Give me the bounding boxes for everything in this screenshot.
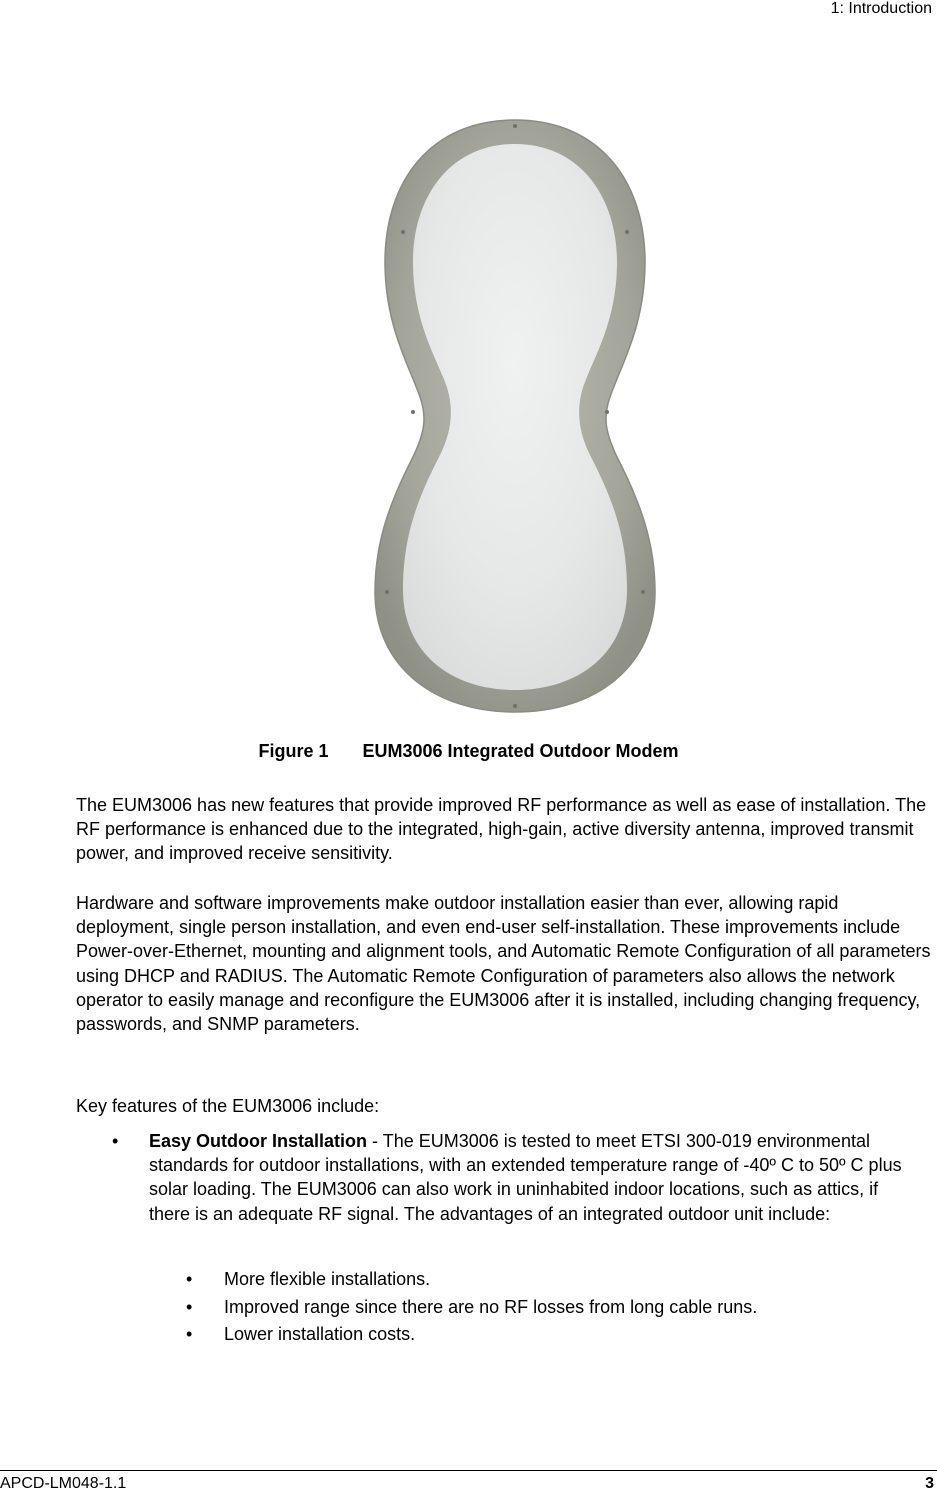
modem-figure [355, 112, 675, 718]
feature-text [149, 1129, 909, 1226]
feature-title: Easy Outdoor Installation [149, 1131, 368, 1151]
list-item [186, 1266, 886, 1294]
bullet-icon: • [186, 1296, 193, 1317]
advantages-list [186, 1266, 886, 1349]
document-id: APCD-LM048-1.1 [0, 1475, 127, 1492]
list-item-text: Lower installation costs. [224, 1324, 416, 1344]
list-item [186, 1294, 886, 1322]
bullet-icon: • [112, 1131, 119, 1151]
list-item-text: Improved range since there are no RF losses from long cable runs. [224, 1296, 758, 1317]
footer-divider [0, 1470, 937, 1471]
figure-title: EUM3006 Integrated Outdoor Modem [362, 741, 679, 761]
body-paragraph: The EUM3006 has new features that provide improved RF performance as well as ease of installation. The RF performance is enhanced due to the integrated, high-gain, active diversity antenna, improved transmit power, and improved receive sensitivity. [76, 795, 927, 864]
list-item [186, 1321, 886, 1349]
feature-description: - The EUM3006 is tested to meet ETSI 300-019 environmental standards for outdoor installations, with an extended temperature range of -40º C to 50º C plus solar loading. The EUM3006 can also work in uninhabited indoor locations, such as attics, if there is an adequate RF signal. The advantages of an integrated outdoor unit include: [149, 1131, 902, 1224]
list-item-text: More flexible installations. [224, 1269, 431, 1289]
bullet-icon: • [186, 1269, 193, 1289]
figure-caption [0, 740, 937, 762]
figure-number: Figure 1 [258, 741, 329, 761]
outdoor-modem-photo [355, 112, 675, 718]
running-header: 1: Introduction [830, 0, 932, 17]
body-paragraph: Key features of the EUM3006 include: [76, 1096, 380, 1116]
bullet-icon: • [186, 1324, 193, 1344]
page-number: 3 [925, 1475, 934, 1492]
body-paragraph: Hardware and software improvements make outdoor installation easier than ever, allowing rapid deployment, single person installation, and even end-user self-installation. These improvements include Power-over-Ethernet, mounting and alignment tools, and Automatic Remote Configuration of all parameters using DHCP and RADIUS. The Automatic Remote Configuration of parameters also allows the network operator to easily manage and reconfigure the EUM3006 after it is installed, including changing frequency, passwords, and SNMP parameters. [76, 893, 931, 1035]
